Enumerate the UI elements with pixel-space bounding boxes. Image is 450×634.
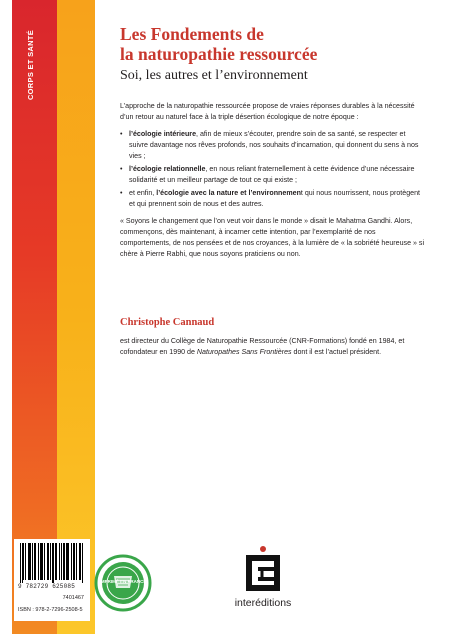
barcode-bar — [55, 543, 56, 580]
barcode-bar — [67, 543, 68, 580]
author-name: Christophe Cannaud — [120, 317, 215, 328]
barcode-bar — [59, 543, 60, 580]
list-item-bold: l’écologie avec la nature et l’environnemen — [156, 189, 301, 197]
barcode-bar — [82, 543, 83, 583]
quote-paragraph: « Soyons le changement que l’on veut voir dans le monde » disait le Mahatma Gandhi. Alors, commençons, dès maintenant, à incarner cette intention, par l’exemplarité de nos comportements, de nos pensées et de nos croyances, à la lumière de « la sobriété heureuse » si chère à Pierre Rabhi, que nous soyons praticiens ou non. — [120, 217, 425, 258]
barcode-bar — [64, 543, 65, 580]
barcode-bar — [61, 543, 62, 580]
barcode-bar — [35, 543, 36, 580]
barcode-bar — [42, 543, 43, 580]
intro-paragraph: L’approche de la naturopathie ressourcée propose de vraies réponses durables à la nécessité d’un retour au naturel face à la triple désertion écologique de notre époque : — [120, 102, 415, 121]
barcode-bar — [63, 543, 64, 580]
barcode-bar — [79, 543, 80, 580]
barcode-bar — [23, 543, 24, 580]
bio-organization: Naturopathes Sans Frontières — [196, 348, 292, 356]
barcode-bar — [66, 543, 67, 580]
barcode-bar — [40, 543, 41, 580]
author-bio — [120, 336, 426, 358]
barcode-bar — [28, 543, 29, 580]
barcode-icon — [18, 543, 86, 583]
list-item-text: , en nous reliant fraternellement à cette évidence d’une nécessaire solidarité et un meilleur partage de tout ce qui existe ; — [129, 165, 415, 184]
description — [120, 101, 426, 266]
barcode-bar — [38, 543, 39, 580]
list-item-bold: l’écologie intérieure — [129, 130, 197, 138]
barcode-bar — [48, 543, 49, 580]
list-item — [120, 164, 426, 186]
barcode-bar — [56, 543, 57, 580]
barcode-bar — [30, 543, 31, 580]
title-line-2: la naturopathie ressourcée — [120, 44, 318, 64]
category-label: CORPS ET SANTÉ — [26, 30, 35, 101]
interlocking-e-logo-icon — [244, 545, 282, 593]
barcode-bar — [34, 543, 35, 580]
barcode-bar — [53, 543, 54, 583]
bio-text: est directeur du Collège de Naturopathie Ressourcée (CNR-Formations) fondé en 1984, et cofondateur en 1990 de — [120, 337, 405, 356]
seal-icon — [94, 554, 152, 612]
barcode-bar — [32, 543, 33, 580]
barcode-bar — [41, 543, 42, 580]
barcode-code: 7401467 — [62, 595, 84, 601]
bio-text-end: dont il est l’actuel président. — [291, 348, 382, 356]
ecology-list — [120, 129, 426, 210]
barcode-bar — [80, 543, 81, 580]
barcode-bar — [22, 543, 23, 583]
publisher-name: interéditions — [234, 597, 292, 609]
barcode-bar — [20, 543, 21, 583]
barcode-digits: 9 782729 625085 — [18, 583, 76, 590]
list-item — [120, 188, 426, 210]
barcode-bar — [76, 543, 77, 580]
seal-label: IMPRIMÉ EN FRANCE — [99, 579, 147, 584]
barcode-bar — [52, 543, 53, 583]
title-line-1: Les Fondements de — [120, 24, 264, 44]
book-subtitle: Soi, les autres et l’environnement — [120, 68, 308, 83]
barcode-bar — [73, 543, 74, 580]
list-item-bold: l’écologie relationnelle — [129, 165, 206, 173]
list-item-text: , afin de mieux s’écouter, prendre soin de sa santé, se respecter et suivre davantage nos rêves profonds, nos souhaits d’incarnation, qui donnent du sens à nos vies ; — [129, 130, 419, 160]
book-title — [120, 24, 420, 64]
barcode-bar — [25, 543, 26, 580]
isbn-text: ISBN : 978-2-7296-2508-5 — [18, 607, 83, 613]
barcode-panel — [14, 539, 90, 621]
barcode-bar — [50, 543, 51, 580]
barcode-bar — [47, 543, 48, 580]
barcode-bar — [74, 543, 75, 580]
barcode-bar — [71, 543, 72, 580]
list-item — [120, 129, 426, 162]
barcode-bar — [44, 543, 45, 580]
barcode-bar — [29, 543, 30, 580]
list-item-text: t qui nous nourrissent, nous protègent et qui prennent soin de nous et des autres. — [129, 189, 421, 208]
barcode-bar — [68, 543, 69, 580]
list-item-prefix: et enfin, — [129, 189, 157, 197]
